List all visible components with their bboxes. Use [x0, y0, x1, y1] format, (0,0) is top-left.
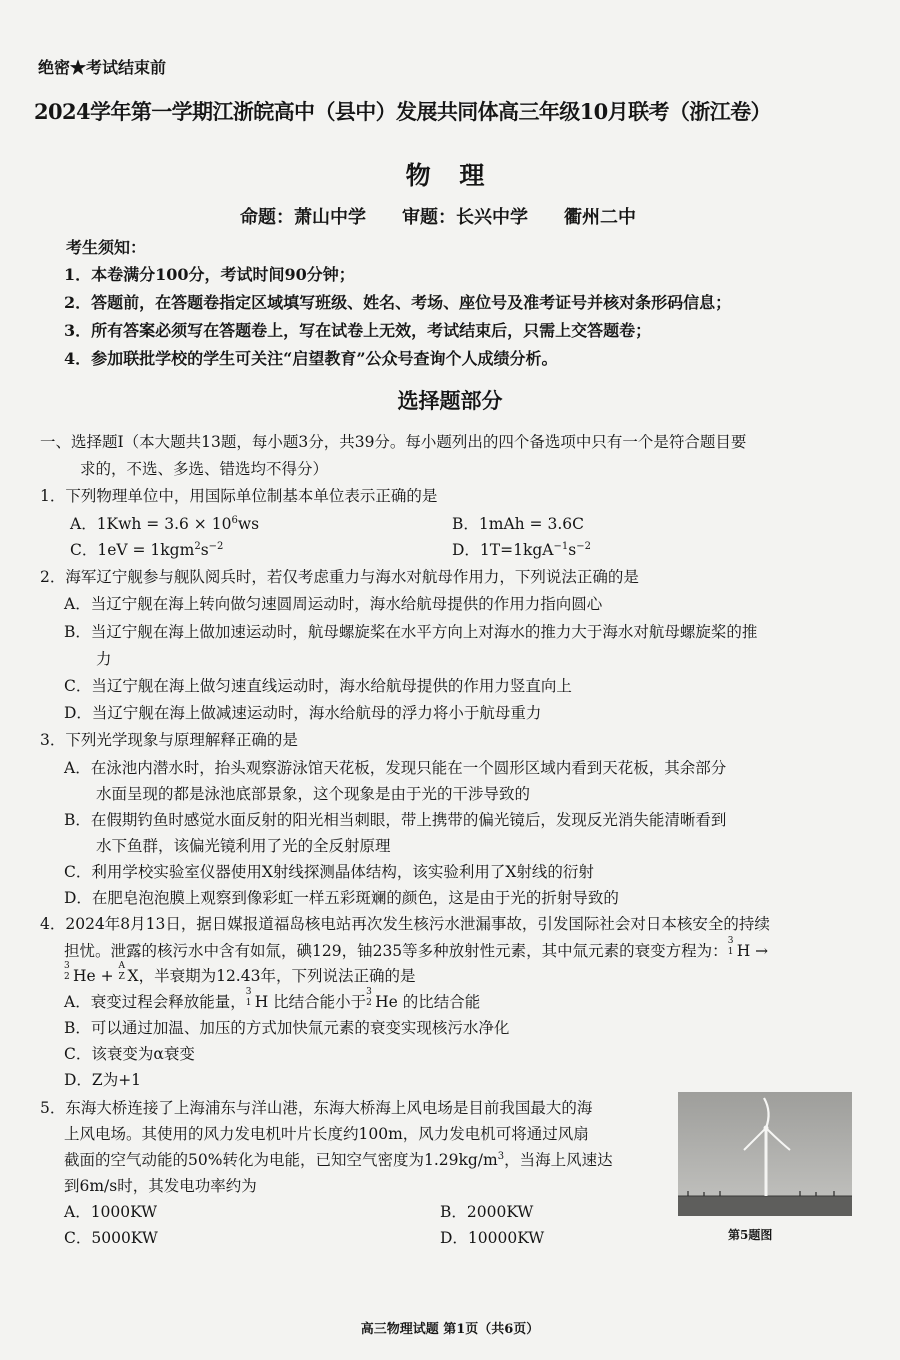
question-4-stem-cont-2: 3 2 He + A Z X，半衰期为12.43年，下列说法正确的是	[64, 961, 416, 985]
q1-option-d: D．$1T=1kgA^{-1}s^{-2}$	[452, 540, 591, 559]
section-title: 选择题部分	[397, 388, 503, 413]
helium-isotope-notation: 3 2	[64, 961, 70, 982]
q2-option-b-cont: 力	[96, 650, 112, 668]
q4-option-b: B．可以通过加温、加压的方式加快氚元素的衰变实现核污水净化	[64, 1019, 510, 1037]
figure-caption: 第5题图	[728, 1228, 773, 1242]
confidential-label: 绝密★考试结束前	[38, 58, 167, 77]
notice-item: 3．所有答案必须写在答题卷上，写在试卷上无效，考试结束后，只需上交答题卷；	[64, 321, 652, 340]
author-line	[240, 203, 636, 229]
question-5-stem: 5．东海大桥连接了上海浦东与洋山港，东海大桥海上风电场是目前我国最大的海	[40, 1099, 593, 1117]
q1-option-a: A．$1Kwh = 3.6 \times 10^6ws$	[70, 514, 260, 533]
q3-option-d: D．在肥皂泡泡膜上观察到像彩虹一样五彩斑斓的颜色，这是由于光的折射导致的	[64, 889, 619, 907]
question-5-stem-cont-2: 截面的空气动能的50%转化为电能，已知空气密度为$1.29kg/m^3$，当海上风速达	[64, 1150, 613, 1169]
wind-turbine-photo	[678, 1092, 852, 1216]
q3-option-c: C．利用学校实验室仪器使用X射线探测晶体结构，该实验利用了X射线的衍射	[64, 863, 594, 881]
q2-option-c: C．当辽宁舰在海上做匀速直线运动时，海水给航母提供的作用力竖直向上	[64, 677, 572, 695]
tritium-isotope-notation: 3 1	[727, 936, 734, 957]
q5-option-d: D．10000KW	[440, 1229, 545, 1247]
notice-item: 4．参加联批学校的学生可关注“启望教育”公众号查询个人成绩分析。	[64, 349, 558, 368]
question-4-stem-cont: 担忧。泄露的核污水中含有如氚，碘129，铀235等多种放射性元素，其中氚元素的衰变方程为： 3 1 H →	[64, 936, 769, 960]
question-5-stem-cont: 上风电场。其使用的风力发电机叶片长度约100m，风力发电机可将通过风扇	[64, 1125, 589, 1143]
q2-option-d: D．当辽宁舰在海上做减速运动时，海水给航母的浮力将小于航母重力	[64, 704, 542, 722]
question-1-stem: 1．下列物理单位中，用国际单位制基本单位表示正确的是	[40, 487, 438, 505]
notice-item: 2．答题前，在答题卷指定区域填写班级、姓名、考场、座位号及准考证号并核对条形码信息；	[64, 293, 732, 312]
q2-option-b: B．当辽宁舰在海上做加速运动时，航母螺旋桨在水平方向上对海水的推力大于海水对航母螺旋桨的推	[64, 623, 758, 641]
reviewer: 审题：长兴中学	[402, 207, 528, 228]
x-isotope-notation: A Z	[118, 961, 126, 982]
q3-option-b: B．在假期钓鱼时感觉水面反射的阳光相当刺眼，带上携带的偏光镜后，发现反光消失能清晰看到	[64, 811, 727, 829]
reviewer-2: 衢州二中	[564, 207, 636, 228]
page-footer: 高三物理试题 第1页（共6页）	[360, 1322, 540, 1337]
q5-option-b: B．2000KW	[440, 1203, 534, 1221]
q4-option-c: C．该衰变为α衰变	[64, 1045, 195, 1063]
question-3-stem: 3．下列光学现象与原理解释正确的是	[40, 731, 298, 749]
question-5-stem-cont-3: 到6m/s时，其发电功率约为	[64, 1177, 257, 1195]
notice-item: 1．本卷满分100分，考试时间90分钟；	[64, 265, 355, 284]
q3-option-a-cont: 水面呈现的都是泳池底部景象，这个现象是由于光的干涉导致的	[96, 785, 531, 803]
part-instructions-cont: 求的，不选、多选、错选均不得分）	[80, 460, 329, 478]
exam-title: 2024学年第一学期江浙皖高中（县中）发展共同体高三年级10月联考（浙江卷）	[34, 99, 771, 124]
part-instructions: 一、选择题Ⅰ（本大题共13题，每小题3分，共39分。每小题列出的四个备选项中只有一个是符合题目要	[40, 433, 747, 451]
q4-option-a: A．衰变过程会释放能量， 3 1 H 比结合能小于 3 2 He 的比结合能	[64, 987, 481, 1011]
q5-option-c: C．5000KW	[64, 1229, 158, 1247]
proposer: 命题：萧山中学	[240, 207, 366, 228]
wind-turbine-illustration	[678, 1092, 852, 1216]
q1-option-b: B．1mAh = 3.6C	[452, 515, 584, 533]
q3-option-a: A．在泳池内潜水时，抬头观察游泳馆天花板，发现只能在一个圆形区域内看到天花板，其余部分	[64, 759, 727, 777]
q3-option-b-cont: 水下鱼群，该偏光镜利用了光的全反射原理	[96, 837, 391, 855]
question-4-stem: 4．2024年8月13日，据日媒报道福岛核电站再次发生核污水泄漏事故，引发国际社会对日本核安全的持续	[40, 915, 770, 933]
question-2-stem: 2．海军辽宁舰参与舰队阅兵时，若仅考虑重力与海水对航母作用力，下列说法正确的是	[40, 568, 639, 586]
subject-title: 物 理	[405, 161, 495, 190]
q4-option-d: D．Z为+1	[64, 1071, 142, 1089]
notice-title: 考生须知：	[66, 238, 147, 257]
q1-option-c: C．$1eV = 1kgm^2s^{-2}$	[70, 540, 224, 559]
q5-option-a: A．1000KW	[64, 1203, 158, 1221]
q2-option-a: A．当辽宁舰在海上转向做匀速圆周运动时，海水给航母提供的作用力指向圆心	[64, 595, 603, 613]
